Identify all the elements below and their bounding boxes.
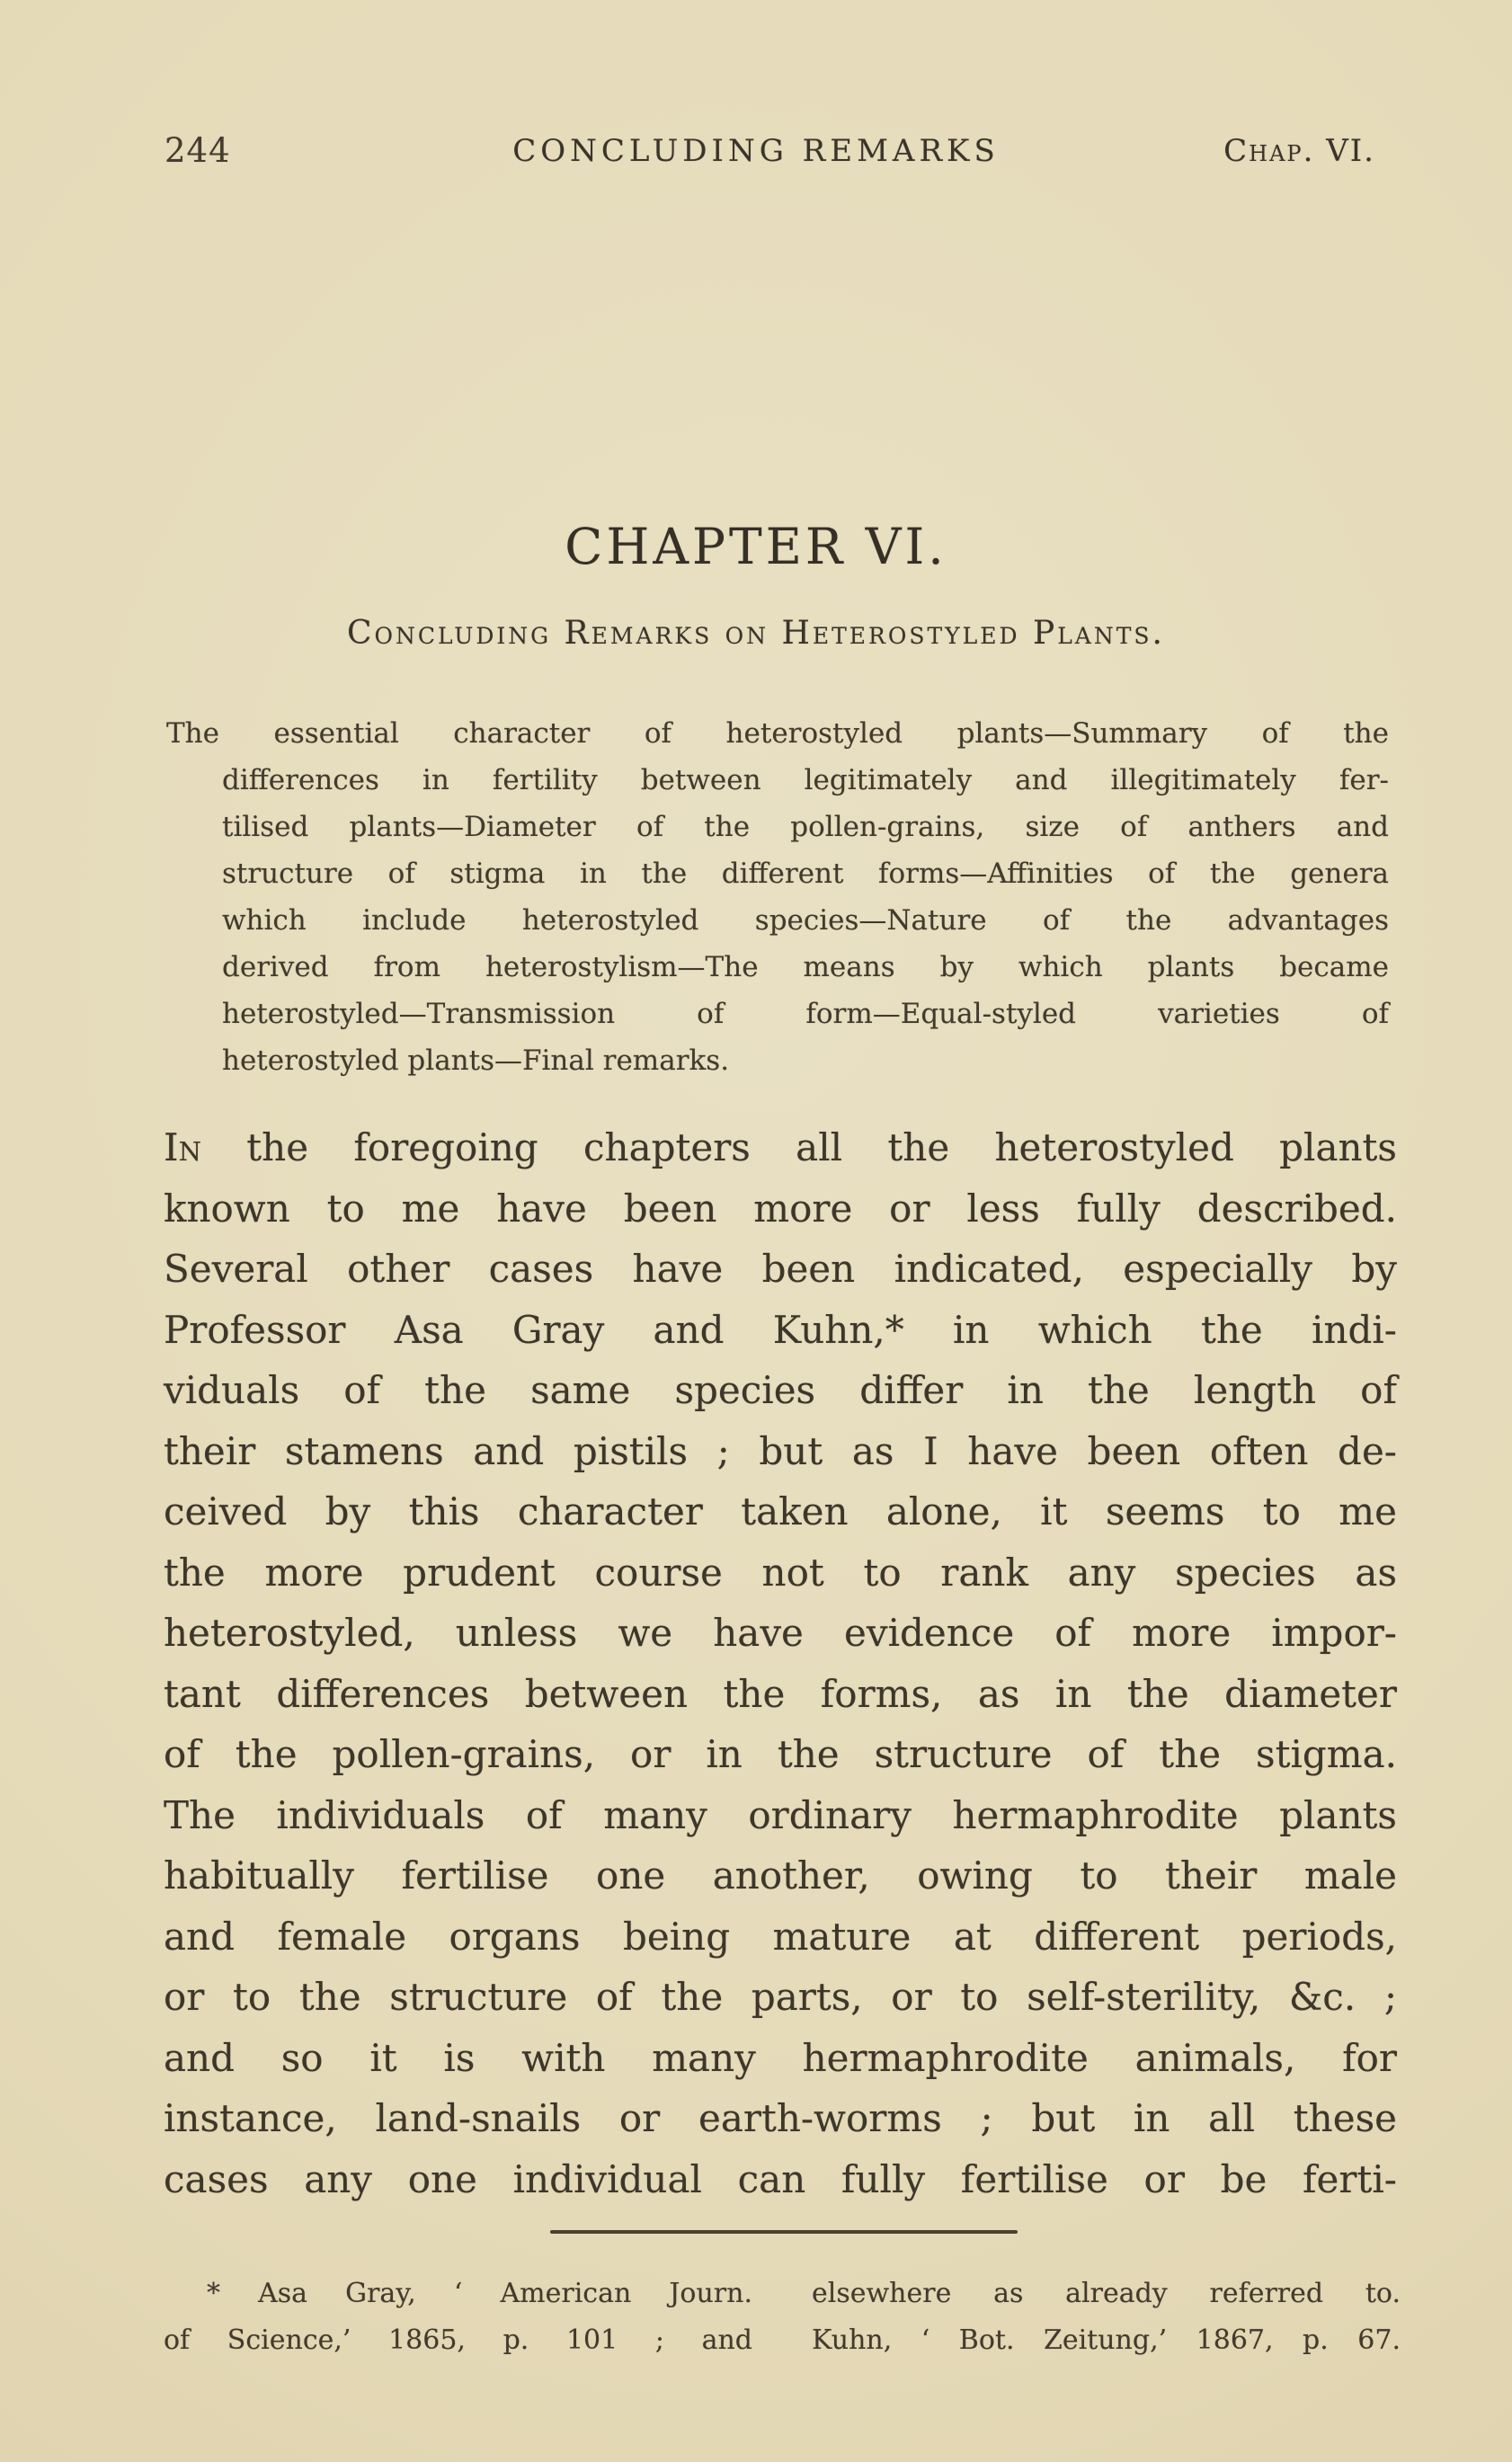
footnote: [164, 2271, 1401, 2364]
body-line-first-rest: the foregoing chapters all the heterostyled plants: [200, 1125, 1397, 1169]
body-line: or to the structure of the parts, or to self-sterility, &c. ;: [164, 1975, 1397, 2019]
summary-line: differences in fertility between legitimately and illegitimately fer-: [222, 764, 1389, 796]
body-line: tant differences between the forms, as in the diameter: [164, 1671, 1397, 1716]
body-line: and female organs being mature at different periods,: [164, 1914, 1397, 1959]
running-title: CONCLUDING REMARKS: [512, 133, 1000, 169]
page-header: [0, 131, 1512, 185]
body-line: ceived by this character taken alone, it seems to me: [164, 1489, 1397, 1533]
footnote-line: elsewhere as already referred to.: [812, 2278, 1401, 2309]
chapter-title: CHAPTER VI.: [565, 518, 947, 575]
body-line: the more prudent course not to rank any species as: [164, 1550, 1397, 1595]
chapter-label: Chap. VI.: [1223, 133, 1375, 169]
footnote-separator: [550, 2230, 1018, 2234]
footnote-right-column: [812, 2271, 1401, 2364]
chapter-summary: [166, 710, 1389, 1084]
body-lines: [164, 1178, 1397, 2210]
body-line: and so it is with many hermaphrodite animals, for: [164, 2035, 1397, 2080]
body-text: [164, 1117, 1397, 2209]
page-number: 244: [165, 131, 231, 170]
body-line: habitually fertilise one another, owing to their male: [164, 1853, 1397, 1898]
footnote-line: * Asa Gray, ‘ American Journ.: [207, 2278, 752, 2309]
body-line: Professor Asa Gray and Kuhn,* in which the indi-: [164, 1307, 1397, 1352]
body-line: known to me have been more or less fully described.: [164, 1186, 1397, 1231]
summary-line: The essential character of heterostyled plants—Summary of the: [166, 717, 1389, 750]
body-line: of the pollen-grains, or in the structure of the stigma.: [164, 1732, 1397, 1776]
summary-line: derived from heterostylism—The means by which plants became: [222, 951, 1389, 983]
body-line: cases any one individual can fully fertilise or be ferti-: [164, 2156, 1397, 2201]
footnote-line: Kuhn, ‘ Bot. Zeitung,’ 1867, p. 67.: [812, 2324, 1401, 2356]
summary-line: structure of stigma in the different forms—Affinities of the genera: [222, 858, 1389, 890]
footnote-left-column: [164, 2271, 752, 2364]
chapter-subtitle: Concluding Remarks on Heterostyled Plants.: [347, 615, 1165, 652]
body-line: Several other cases have been indicated, especially by: [164, 1247, 1397, 1291]
body-line: heterostyled, unless we have evidence of more impor-: [164, 1611, 1397, 1655]
body-line: their stamens and pistils ; but as I have been often de-: [164, 1428, 1397, 1473]
body-line: viduals of the same species differ in the length of: [164, 1368, 1397, 1412]
body-line: instance, land-snails or earth-worms ; but in all these: [164, 2096, 1397, 2140]
summary-line: heterostyled—Transmission of form—Equal-styled varieties of: [222, 998, 1389, 1030]
opening-word: In: [164, 1125, 201, 1169]
summary-line: tilised plants—Diameter of the pollen-grains, size of anthers and: [222, 811, 1389, 843]
footnote-line: of Science,’ 1865, p. 101 ; and: [164, 2324, 752, 2356]
body-line-first: [164, 1117, 1397, 1178]
summary-line: which include heterostyled species—Nature of the advantages: [222, 904, 1389, 937]
summary-line: heterostyled plants—Final remarks.: [222, 1044, 730, 1077]
body-line: The individuals of many ordinary hermaphrodite plants: [164, 1792, 1397, 1837]
